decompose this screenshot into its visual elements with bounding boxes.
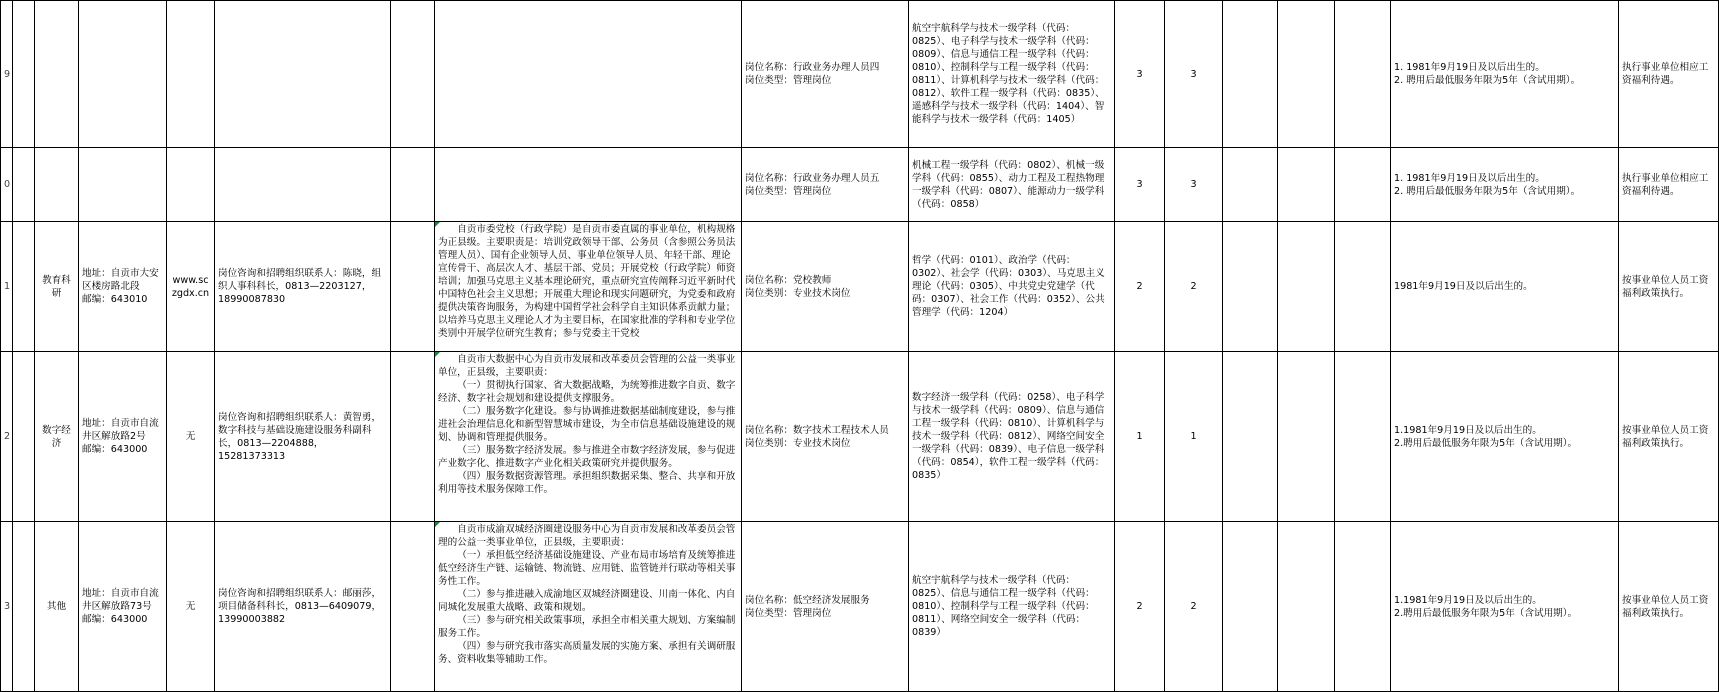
description-paragraph: 自贡市成渝双城经济圈建设服务中心为自贡市发展和改革委员会管理的公益一类事业单位，正县级，主要职责： bbox=[438, 524, 736, 548]
category-cell[interactable]: 其他 bbox=[35, 522, 79, 692]
address-cell[interactable] bbox=[79, 222, 167, 352]
position-name: 岗位名称：党校教师 bbox=[745, 274, 832, 286]
description-paragraph: 自贡市大数据中心为自贡市发展和改革委员会管理的公益一类事业单位，正县级，主要职责： bbox=[438, 354, 736, 378]
category-cell[interactable] bbox=[35, 148, 79, 222]
count-cell[interactable]: 2 bbox=[1115, 222, 1165, 352]
empty-cell[interactable] bbox=[1278, 222, 1335, 352]
empty-cell[interactable] bbox=[13, 522, 35, 692]
description-paragraph: （一）承担低空经济基础设施建设、产业布局市场培育及统筹推进低空经济生产链、运输链、物流链、应用链、监管链并行联动等相关事务性工作。 bbox=[438, 550, 736, 587]
empty-cell[interactable] bbox=[391, 1, 435, 148]
condition-line: 1.1981年9月19日及以后出生的。 bbox=[1394, 424, 1542, 436]
count-cell[interactable]: 3 bbox=[1115, 1, 1165, 148]
postcode-line: 邮编：643000 bbox=[82, 614, 148, 625]
comment-marker bbox=[435, 222, 440, 227]
empty-cell[interactable] bbox=[1278, 352, 1335, 522]
major-cell[interactable]: 机械工程一级学科（代码：0802）、机械一级学科（代码：0855）、动力工程及工程热物理一级学科（代码：0807）、能源动力一级学科（代码：0858） bbox=[909, 148, 1115, 222]
count-cell[interactable]: 3 bbox=[1165, 1, 1223, 148]
empty-cell[interactable] bbox=[1278, 522, 1335, 692]
row-header-3[interactable]: 3 bbox=[1, 522, 13, 692]
position-type: 岗位类型：管理岗位 bbox=[745, 185, 832, 197]
address-cell[interactable] bbox=[79, 522, 167, 692]
category-cell[interactable]: 数字经济 bbox=[35, 352, 79, 522]
empty-cell[interactable] bbox=[1278, 1, 1335, 148]
empty-cell[interactable] bbox=[1223, 522, 1278, 692]
position-type: 岗位类别：专业技术岗位 bbox=[745, 287, 851, 299]
major-cell[interactable]: 数字经济一级学科（代码：0258）、电子科学与技术一级学科（代码：0809）、信息与通信工程一级学科（代码：0810）、计算机科学与技术一级学科（代码：0812）、网络空间安全一级学科（代码：0839）、电子信息一级学科（代码：0854），软件工程一级学科（代码：0835） bbox=[909, 352, 1115, 522]
address-line: 地址：自贡市大安区楼房路北段 bbox=[82, 268, 159, 292]
empty-cell[interactable] bbox=[1335, 148, 1391, 222]
unit-description-cell[interactable] bbox=[435, 222, 742, 352]
position-type: 岗位类别：专业技术岗位 bbox=[745, 437, 851, 449]
unit-description-cell[interactable] bbox=[435, 522, 742, 692]
conditions-cell[interactable] bbox=[1391, 222, 1619, 352]
table-row bbox=[1, 522, 1719, 692]
position-cell[interactable] bbox=[742, 1, 909, 148]
contact-cell[interactable] bbox=[215, 1, 391, 148]
major-cell[interactable]: 航空宇航科学与技术一级学科（代码：0825）、电子科学与技术一级学科（代码：0809）、信息与通信工程一级学科（代码：0810）、控制科学与工程一级学科（代码：0811）、计算机科学与技术一级学科（代码：0812）、软件工程一级学科（代码：0835）、遥感科学与技术一级学科（代码：1404）、智能科学与技术一级学科（代码：1405） bbox=[909, 1, 1115, 148]
condition-line: 2. 聘用后最低服务年限为5年（含试用期）。 bbox=[1394, 185, 1581, 197]
condition-line: 1.1981年9月19日及以后出生的。 bbox=[1394, 594, 1542, 606]
comment-marker bbox=[435, 352, 440, 357]
empty-cell[interactable] bbox=[1335, 522, 1391, 692]
empty-cell[interactable] bbox=[13, 148, 35, 222]
address-cell[interactable] bbox=[79, 352, 167, 522]
empty-cell[interactable] bbox=[1223, 1, 1278, 148]
empty-cell[interactable] bbox=[1223, 222, 1278, 352]
position-cell[interactable] bbox=[742, 352, 909, 522]
welfare-cell[interactable]: 按事业单位人员工资福利政策执行。 bbox=[1619, 222, 1719, 352]
description-paragraph: （一）贯彻执行国家、省大数据战略，为统筹推进数字自贡、数字经济、数字社会规划和建设提供支撑服务。 bbox=[438, 380, 736, 404]
position-type: 岗位类型：管理岗位 bbox=[745, 607, 832, 619]
description-paragraph: （二）参与推进融入成渝地区双城经济圈建设、川南一体化、内自同城化发展重大战略、政策和规划。 bbox=[438, 589, 736, 613]
conditions-cell[interactable] bbox=[1391, 522, 1619, 692]
description-paragraph: （二）服务数字化建设。参与协调推进数据基础制度建设，参与推进社会治理信息化和新型智慧城市建设，为全市信息基础设施建设的规划、协调和管理提供服务。 bbox=[438, 406, 736, 443]
description-paragraph: （三）参与研究相关政策事项，承担全市相关重大规划、方案编制服务工作。 bbox=[438, 615, 736, 639]
empty-cell[interactable] bbox=[13, 352, 35, 522]
table-row bbox=[1, 1, 1719, 148]
contact-cell[interactable]: 岗位咨询和招聘组织联系人：邮丽莎，项目储备科科长，0813—6409079，13990003882 bbox=[215, 522, 391, 692]
postcode-line: 邮编：643010 bbox=[82, 294, 148, 305]
position-cell[interactable] bbox=[742, 148, 909, 222]
description-paragraph: 自贡市委党校（行政学院）是自贡市委直属的事业单位，机构规格为正县级。主要职责是：培训党政领导干部、公务员（含参照公务员法管理人员）、国有企业领导人员、事业单位领导人员、年轻干部、理论宣传骨干、高层次人才、基层干部、党员；开展党校（行政学院）师资培训；加强马克思主义基本理论研究，重点研究宣传阐释习近平新时代中国特色社会主义思想；开展重大理论和现实问题研究，为党委和政府提供决策咨询服务，为构建中国哲学社会科学自主知识体系贡献力量；以培养马克思主义理论人才为主要目标，在国家批准的学科和专业学位类别中开展学位研究生教育；参与党委主干党校 bbox=[438, 224, 736, 339]
address-cell[interactable] bbox=[79, 1, 167, 148]
count-cell[interactable]: 1 bbox=[1115, 352, 1165, 522]
empty-cell[interactable] bbox=[391, 148, 435, 222]
empty-cell[interactable] bbox=[13, 222, 35, 352]
empty-cell[interactable] bbox=[1335, 1, 1391, 148]
position-name: 岗位名称：行政业务办理人员五 bbox=[745, 172, 880, 184]
conditions-cell[interactable] bbox=[1391, 148, 1619, 222]
count-cell[interactable]: 2 bbox=[1165, 222, 1223, 352]
website-cell[interactable]: 无 bbox=[167, 352, 215, 522]
position-name: 岗位名称：低空经济发展服务 bbox=[745, 594, 870, 606]
condition-line: 2.聘用后最低服务年限为5年（含试用期）。 bbox=[1394, 607, 1578, 619]
unit-description-cell[interactable] bbox=[435, 148, 742, 222]
contact-cell[interactable]: 岗位咨询和招聘组织联系人：黄智勇，数字科技与基础设施建设服务科副科长，0813—2204888，15281373313 bbox=[215, 352, 391, 522]
address-line: 地址：自贡市自流井区解放路2号 bbox=[82, 418, 159, 442]
row-header-2[interactable]: 2 bbox=[1, 352, 13, 522]
welfare-cell[interactable]: 执行事业单位相应工资福利待遇。 bbox=[1619, 148, 1719, 222]
contact-cell[interactable]: 岗位咨询和招聘组织联系人：陈晓，组织人事科科长，0813—2203127，18990087830 bbox=[215, 222, 391, 352]
website-cell[interactable] bbox=[167, 148, 215, 222]
count-cell[interactable]: 3 bbox=[1165, 148, 1223, 222]
row-header-9[interactable]: 9 bbox=[1, 1, 13, 148]
address-line: 地址：自贡市自流井区解放路73号 bbox=[82, 588, 159, 612]
welfare-cell[interactable]: 按事业单位人员工资福利政策执行。 bbox=[1619, 352, 1719, 522]
conditions-cell[interactable] bbox=[1391, 1, 1619, 148]
condition-line: 2.聘用后最低服务年限为5年（含试用期）。 bbox=[1394, 437, 1578, 449]
website-cell[interactable] bbox=[167, 1, 215, 148]
table-row bbox=[1, 222, 1719, 352]
row-header-0[interactable]: 0 bbox=[1, 148, 13, 222]
table-row bbox=[1, 352, 1719, 522]
row-header-1[interactable]: 1 bbox=[1, 222, 13, 352]
condition-line: 1. 1981年9月19日及以后出生的。 bbox=[1394, 62, 1545, 73]
empty-cell[interactable] bbox=[1223, 352, 1278, 522]
category-cell[interactable] bbox=[35, 1, 79, 148]
count-cell[interactable]: 3 bbox=[1115, 148, 1165, 222]
condition-line: 2. 聘用后最低服务年限为5年（含试用期）。 bbox=[1394, 75, 1581, 86]
empty-cell[interactable] bbox=[1335, 222, 1391, 352]
address-cell[interactable] bbox=[79, 148, 167, 222]
empty-cell[interactable] bbox=[13, 1, 35, 148]
category-cell[interactable]: 教育科研 bbox=[35, 222, 79, 352]
condition-line: 1. 1981年9月19日及以后出生的。 bbox=[1394, 172, 1545, 184]
website-cell[interactable]: www.sczgdx.cn bbox=[167, 222, 215, 352]
empty-cell[interactable] bbox=[391, 222, 435, 352]
description-paragraph: （四）服务数据资源管理。承担组织数据采集、整合、共享和开放利用等技术服务保障工作。 bbox=[438, 471, 736, 495]
position-cell[interactable] bbox=[742, 222, 909, 352]
empty-cell[interactable] bbox=[1335, 352, 1391, 522]
empty-cell[interactable] bbox=[1278, 148, 1335, 222]
unit-description-cell[interactable] bbox=[435, 352, 742, 522]
condition-line: 1981年9月19日及以后出生的。 bbox=[1394, 281, 1533, 292]
contact-cell[interactable] bbox=[215, 148, 391, 222]
empty-cell[interactable] bbox=[1223, 148, 1278, 222]
table-row bbox=[1, 148, 1719, 222]
postcode-line: 邮编：643000 bbox=[82, 444, 148, 455]
conditions-cell[interactable] bbox=[1391, 352, 1619, 522]
count-cell[interactable]: 2 bbox=[1115, 522, 1165, 692]
comment-marker bbox=[435, 522, 440, 527]
position-name: 岗位名称：数字技术工程技术人员 bbox=[745, 424, 889, 436]
website-cell[interactable]: 无 bbox=[167, 522, 215, 692]
description-paragraph: （三）服务数字经济发展。参与推进全市数字经济发展，参与促进产业数字化、推进数字产业化相关政策研究并提供服务。 bbox=[438, 445, 736, 469]
count-cell[interactable]: 2 bbox=[1165, 522, 1223, 692]
position-cell[interactable] bbox=[742, 522, 909, 692]
major-cell[interactable]: 哲学（代码：0101）、政治学（代码：0302）、社会学（代码：0303）、马克思主义理论（代码：0305）、中共党史党建学（代码：0307）、社会工作（代码：0352）、公共管理学（代码：1204） bbox=[909, 222, 1115, 352]
welfare-cell[interactable]: 按事业单位人员工资福利政策执行。 bbox=[1619, 522, 1719, 692]
position-name: 岗位名称：行政业务办理人员四 bbox=[745, 62, 880, 73]
position-type: 岗位类型：管理岗位 bbox=[745, 75, 832, 86]
unit-description-cell[interactable] bbox=[435, 1, 742, 148]
count-cell[interactable]: 1 bbox=[1165, 352, 1223, 522]
empty-cell[interactable] bbox=[391, 352, 435, 522]
empty-cell[interactable] bbox=[391, 522, 435, 692]
welfare-cell[interactable]: 执行事业单位相应工资福利待遇。 bbox=[1619, 1, 1719, 148]
description-paragraph: （四）参与研究我市落实高质量发展的实施方案、承担有关调研服务、资料收集等辅助工作。 bbox=[438, 641, 736, 665]
major-cell[interactable]: 航空宇航科学与技术一级学科（代码：0825）、信息与通信工程一级学科（代码：0810）、控制科学与工程一级学科（代码：0811）、网络空间安全一级学科（代码：0839） bbox=[909, 522, 1115, 692]
